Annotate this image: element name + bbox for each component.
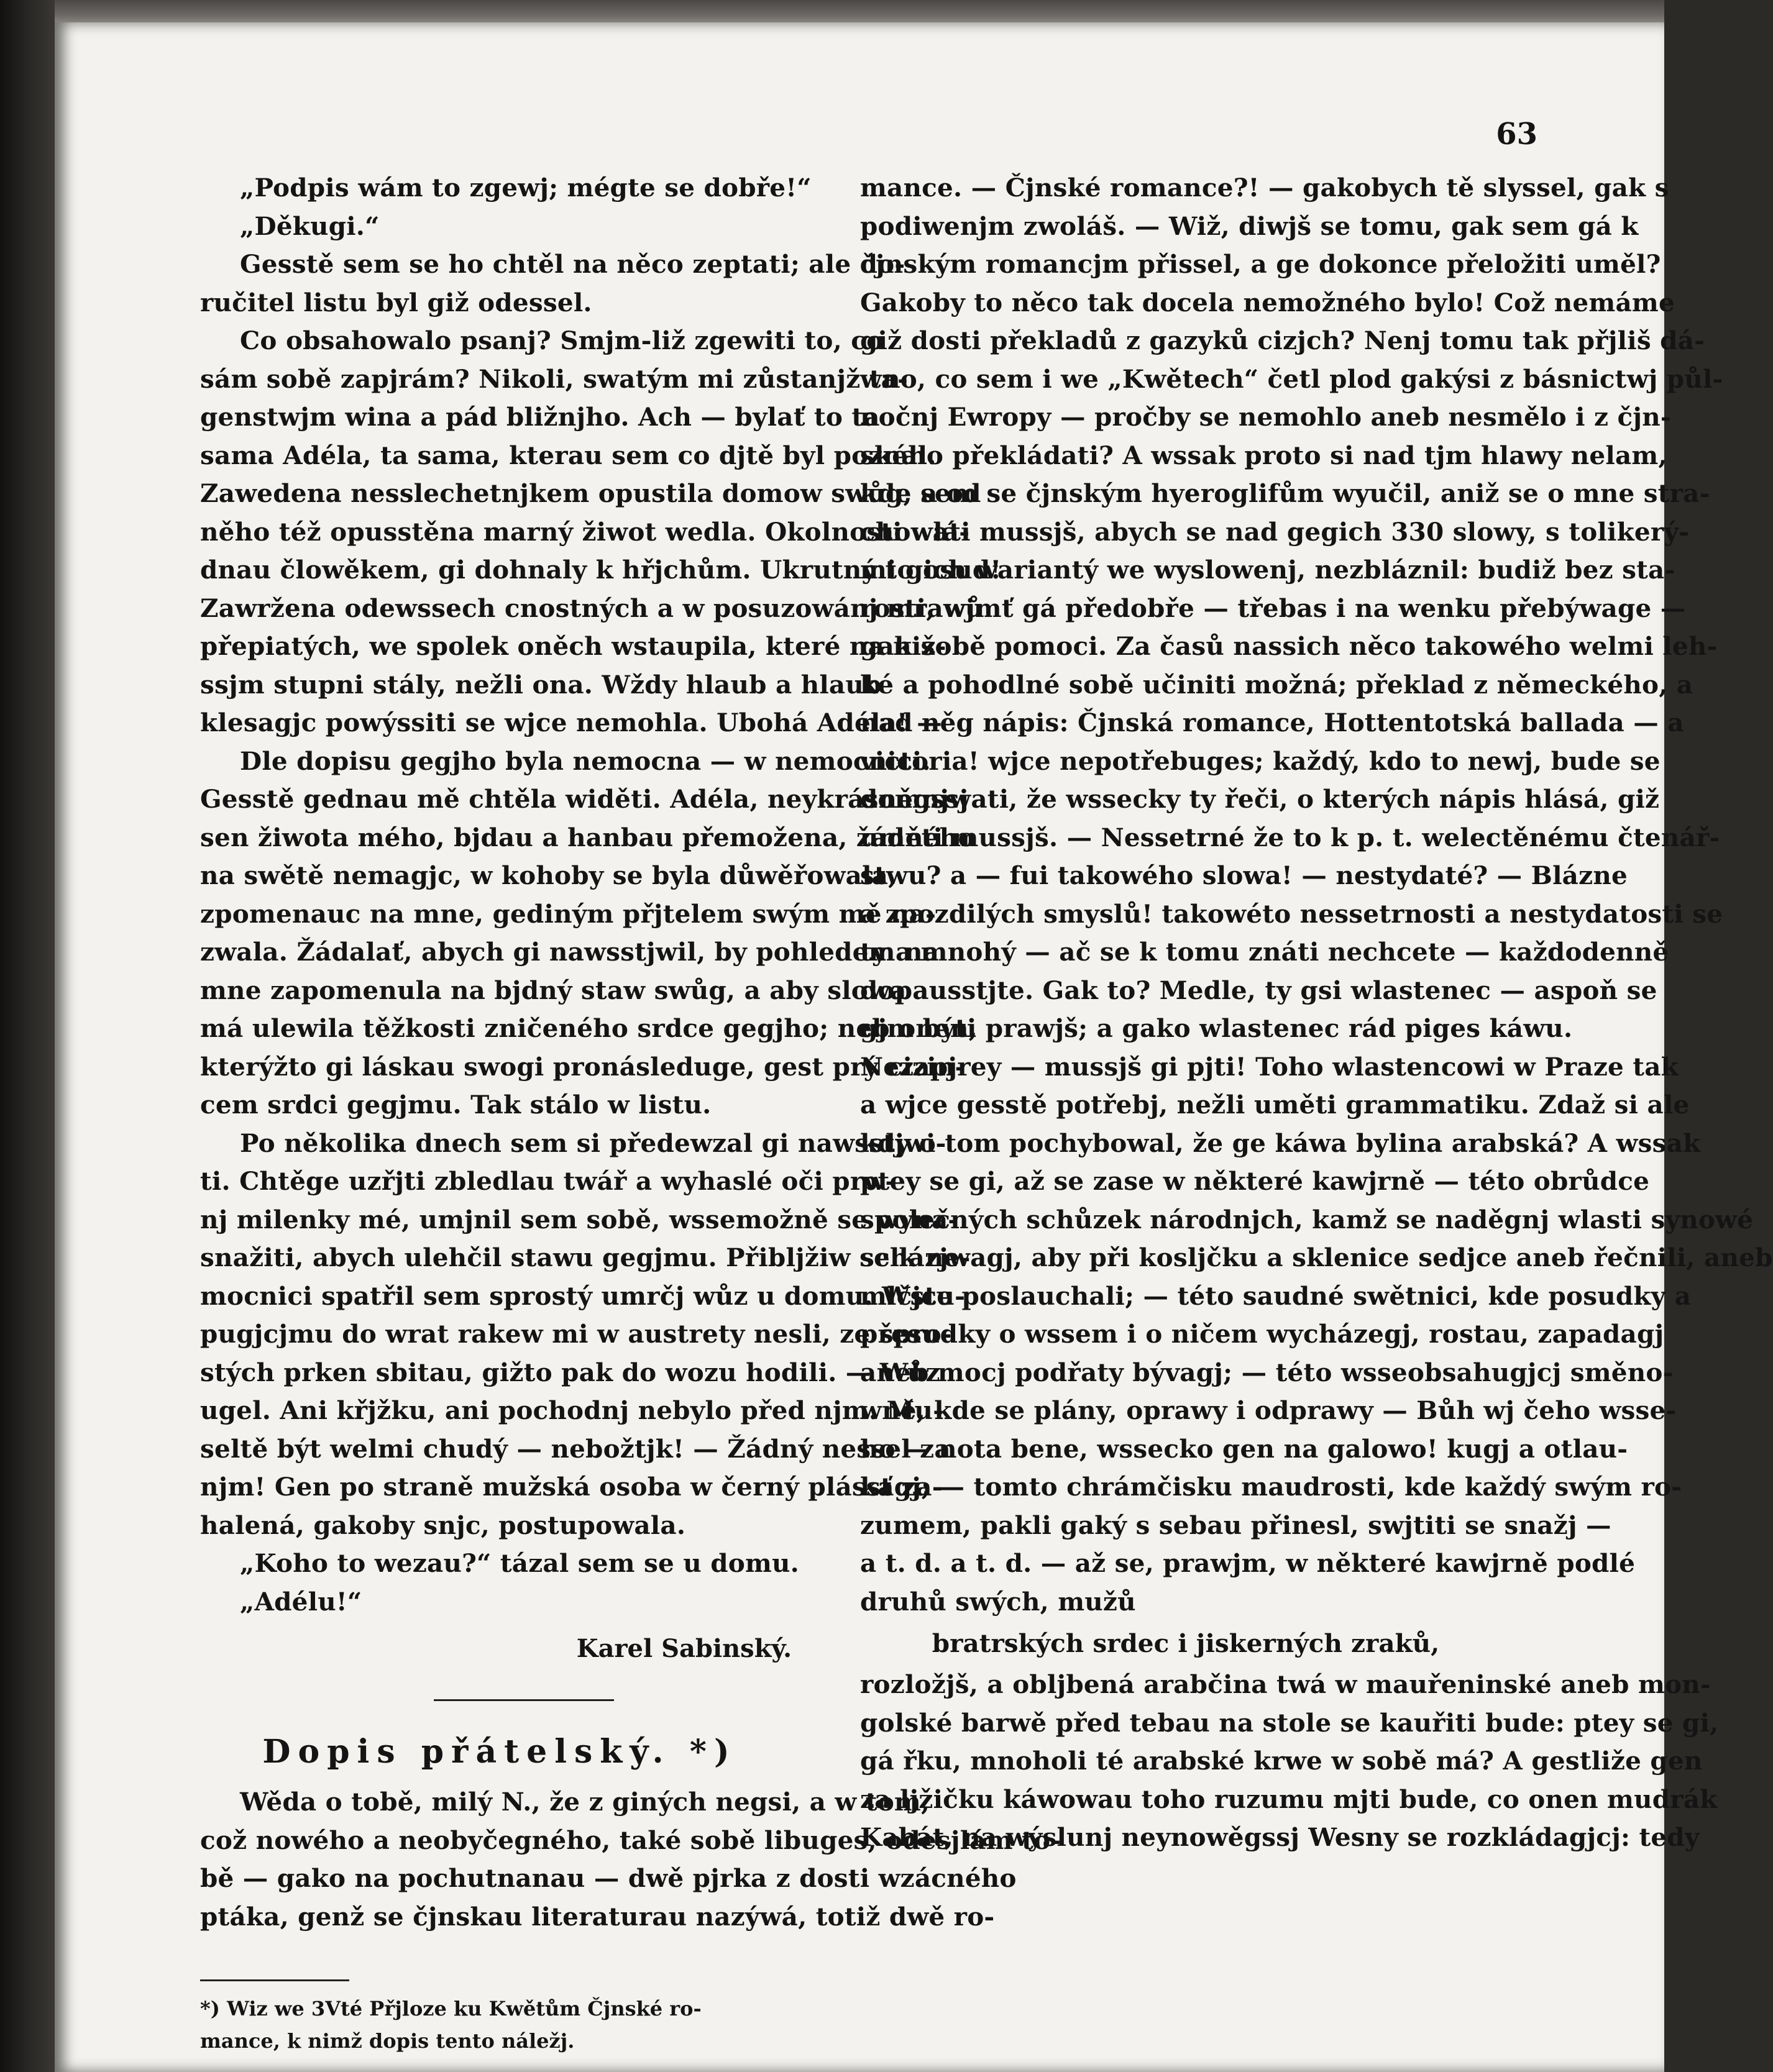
text-line: dnau člowěkem, gi dohnaly k hřjchům. Ukrutný to osud! [200,555,1002,585]
text-line: ského překládati? A wssak proto si nad tjm hlawy nelam, [860,440,1667,470]
text-line: gjm býti prawjš; a gako wlastenec rád piges káwu. [860,1013,1573,1043]
text-line: Nezapjrey — mussjš gi pjti! Toho wlastencowi w Praze tak [860,1051,1679,1082]
text-line: Kabát, na wýslunj neynowěgssj Wesny se rozkládagjcj: tedy [860,1822,1700,1852]
text-line: za ljžičku káwowau toho ruzumu mjti bude, co onen mudrák [860,1784,1718,1814]
text-line: zwala. Žádalať, abych gi nawsstjwil, by pohledem na [200,937,940,967]
text-line: scházjwagj, aby při kosljčku a sklenice sedjce aneb řečnili, aneb [860,1243,1773,1272]
text-line: ugel. Ani křjžku, ani pochodnj nebylo před njm. Mu- [200,1395,944,1425]
text-line: druhů swých, mužů [860,1586,1136,1617]
text-line: nad něg nápis: Čjnská romance, Hottentotská ballada — a [860,708,1684,737]
right-column-text [860,169,1773,1621]
text-line: kterýžto gi láskau swogi pronásleduge, gest prý cizin- [200,1051,966,1082]
text-line: mance. — Čjnské romance?! — gakobych tě slyssel, gak s [860,173,1669,203]
text-line: stých prken sbitau, gižto pak do wozu hodili. — Wůz [200,1357,940,1387]
text-line: Zawedena nesslechetnjkem opustila domow swůg, a od [200,478,981,508]
text-line: Wěda o tobě, milý N., že z giných negsi, a w tom, [240,1787,930,1817]
footnote-line: *) Wiz we 3Vté Přjloze ku Kwětům Čjnské ro- [200,1997,702,2020]
text-line: genstwjm wina a pád bližnjho. Ach — bylať to ta [200,402,880,432]
text-line: seltě být welmi chudý — nebožtjk! — Žádný nessel za [200,1433,951,1464]
text-line: Gakoby to něco tak docela nemožného bylo! Což nemáme [860,287,1675,317]
text-line: bě — gako na pochutnanau — dwě pjrka z dosti wzácného [200,1863,1017,1893]
text-line: Dle dopisu gegjho byla nemocna — w nemocnici. [240,746,931,776]
text-line: ké a pohodlné sobě učiniti možná; překlad z německého, a [860,669,1693,700]
right-column-text-continued [860,1666,1719,1857]
text-line: Gesstě gednau mě chtěla widěti. Adéla, neykrásněgssj [200,784,969,814]
text-line: wně, kde se plány, oprawy i odprawy — Bůh wj čeho wsse- [860,1395,1677,1425]
text-line: sen žiwota mého, bjdau a hanbau přemožena, žádného [200,822,975,852]
text-line: gak sobě pomoci. Za časů nassich něco takowého welmi leh- [860,631,1718,661]
text-line: rosti, wjmť gá předobře — třebas i na wenku přebýwage — [860,593,1686,623]
text-line: ho — nota bene, wssecko gen na galowo! kugj a otlau- [860,1433,1628,1464]
text-line: přepiatých, we spolek oněch wstaupila, které na niž- [200,631,946,661]
text-line: což nowého a neobyčegného, také sobě libuges, odesjlám to- [200,1825,1061,1855]
scan-top-edge [0,0,1664,25]
text-line: mne zapomenula na bjdný staw swůg, a aby slowa [200,975,907,1005]
text-line: Gesstě sem se ho chtěl na něco zeptati; ale do- [240,249,905,279]
text-line: ptey se gi, až se zase w některé kawjrně — této obrůdce [860,1166,1650,1196]
text-line: njm! Gen po straně mužská osoba w černý plássť za- [200,1472,943,1502]
text-line: na swětě nemagjc, w kohoby se byla důwěřowala, [200,860,897,890]
text-line: mi gich wariantý we wyslowenj, nezbláznil: budiž bez sta- [860,555,1675,585]
text-line: gá řku, mnoholi té arabské krwe w sobě má? A gestližе gen [860,1746,1703,1776]
text-line: a wjce gesstě potřebj, nežli uměti grammatiku. Zdaž si ale [860,1090,1690,1120]
text-line: cem srdci gegjmu. Tak stálo w listu. [200,1090,712,1120]
text-line: halená, gakoby snjc, postupowala. [200,1510,686,1540]
text-line: ti. Chtěge uzřjti zbledlau twář a wyhaslé oči prw- [200,1166,896,1196]
text-line: ty a mnohý — ač se k tomu znáti nechcete — každodenně [860,937,1669,967]
text-line: ssjm stupni stály, nežli ona. Wždy hlaub a hlaub [200,669,882,700]
text-line: Zawržena odewssech cnostných a w posuzowánj mrawů [200,593,984,623]
text-line: wno, co sem i we „Kwětech“ četl plod gakýsi z básnictwj půl- [860,363,1723,394]
text-line: victoria! wjce nepotřebuges; každý, kdo to newj, bude se [860,746,1661,776]
text-line: sama Adéla, ta sama, kterau sem co djtě byl poznal. [200,440,937,470]
text-line: dopausstjte. Gak to? Medle, ty gsi wlastenec — aspoň se [860,975,1657,1005]
right-column [860,169,1773,1857]
footnote-line: mance, k nimž dopis tento náležj. [200,2029,575,2053]
article-title: Dopis přátelský. *) [262,1733,737,1771]
text-line: něho též opusstěna marný žiwot wedla. Okolnosti wlá- [200,516,970,547]
page-number: 63 [1496,117,1537,152]
text-line: chowati mussjš, abych se nad gegich 330 slowy, s tolikerý- [860,516,1690,547]
text-line: rozložjš, a obljbená arabčina twá w mauřeninské aneb mon- [860,1669,1711,1699]
text-line: golské barwě před tebau na stole se kauřiti bude: ptey se gi, [860,1707,1719,1738]
text-line: domnjwati, že wssecky ty řeči, o kterých nápis hlásá, giž [860,784,1660,814]
text-line: čjnským romancjm přissel, a ge dokonce přeložiti uměl? [860,249,1661,279]
text-line: společných schůzek národnjch, kamž se naděgnj wlasti synowé [860,1204,1754,1235]
text-line: aneb mocj podřaty bývagj; — této wsseobsahugjcj směno- [860,1357,1674,1387]
text-line: klesagjc powýssiti se wjce nemohla. Ubohá Adéla! — [200,708,942,737]
signature: Karel Sabinský. [576,1634,792,1663]
text-line: přesudky o wssem i o ničem wycházegj, rostau, zapadagj [860,1319,1664,1349]
text-line: ptáka, genž se čjnskau literaturau nazýwá, totiž dwě ro- [200,1901,995,1932]
text-line: podiwenjm zwoláš. — Wiž, diwjš se tomu, gak sem gá k [860,211,1639,241]
text-line: zumem, pakli gaký s sebau přinesl, swjtiti se snažj — [860,1510,1611,1540]
footnote-divider [200,1979,349,1981]
section-divider [434,1699,614,1701]
text-line: ručitel listu byl giž odessel. [200,287,592,317]
text-line: uměti mussjš. — Nessetrné že to k p. t. welectěnému čtenář- [860,822,1720,852]
text-line: „Podpis wám to zgewj; mégte se dobře!“ [240,173,812,203]
text-line: nočnj Ewropy — pročby se nemohlo aneb nesmělo i z čjn- [860,402,1671,432]
text-line: má ulewila těžkosti zničeného srdce gegjho; neb onen, [200,1013,978,1043]
text-line: zpomenauc na mne, gediným přjtelem swým mě na- [200,898,937,929]
text-line: mlčjce poslauchali; — této saudné swětnici, kde posudky a [860,1280,1692,1311]
text-line: „Děkugi.“ [240,211,380,241]
text-line: kde sem se čjnským hyeroglifům wyučil, aniž se o mne stra- [860,478,1710,508]
text-line: kagj; — tomto chrámčisku maudrosti, kde každý swým ro- [860,1472,1682,1502]
text-line: „Koho to wezau?“ tázal sem se u domu. [240,1548,799,1578]
text-line: sám sobě zapjrám? Nikoli, swatým mi zůstanjž ta- [200,363,909,394]
book-page [55,22,1773,2072]
text-line: kdy o tom pochybowal, že ge káwa bylina arabská? A wssak [860,1128,1701,1158]
article-intro-text [200,1783,1061,1936]
book-binding-shadow [0,0,55,2072]
text-line: a zpozdilých smyslů! takowéto nessetrnosti a nestydatosti se [860,898,1723,929]
text-line: giž dosti překladů z gazyků cizjch? Nenj tomu tak přjliš dá- [860,326,1705,355]
text-line: stwu? a — fui takowého slowa! — nestydaté? — Blázne [860,860,1628,890]
text-line: pugjcjmu do wrat rakew mi w austrety nesli, ze spro- [200,1319,952,1349]
text-line: a t. d. a t. d. — až se, prawjm, w některé kawjrně podlé [860,1548,1636,1578]
text-line: nj milenky mé, umjnil sem sobě, wssemožně se wyna- [200,1204,959,1235]
text-line: mocnici spatřil sem sprostý umrčj wůz u domu. Wstu- [200,1280,966,1311]
text-line: snažiti, abych ulehčil stawu gegjmu. Přibljžiw se k ne- [200,1243,971,1272]
text-line: „Adélu!“ [240,1586,362,1617]
text-line: Po několika dnech sem si předewzal gi nawsstjwi- [240,1128,946,1158]
text-line: Co obsahowalo psanj? Smjm-liž zgewiti to, co [240,326,884,355]
centered-verse-line: bratrských srdec i jiskerných zraků, [932,1628,1440,1658]
